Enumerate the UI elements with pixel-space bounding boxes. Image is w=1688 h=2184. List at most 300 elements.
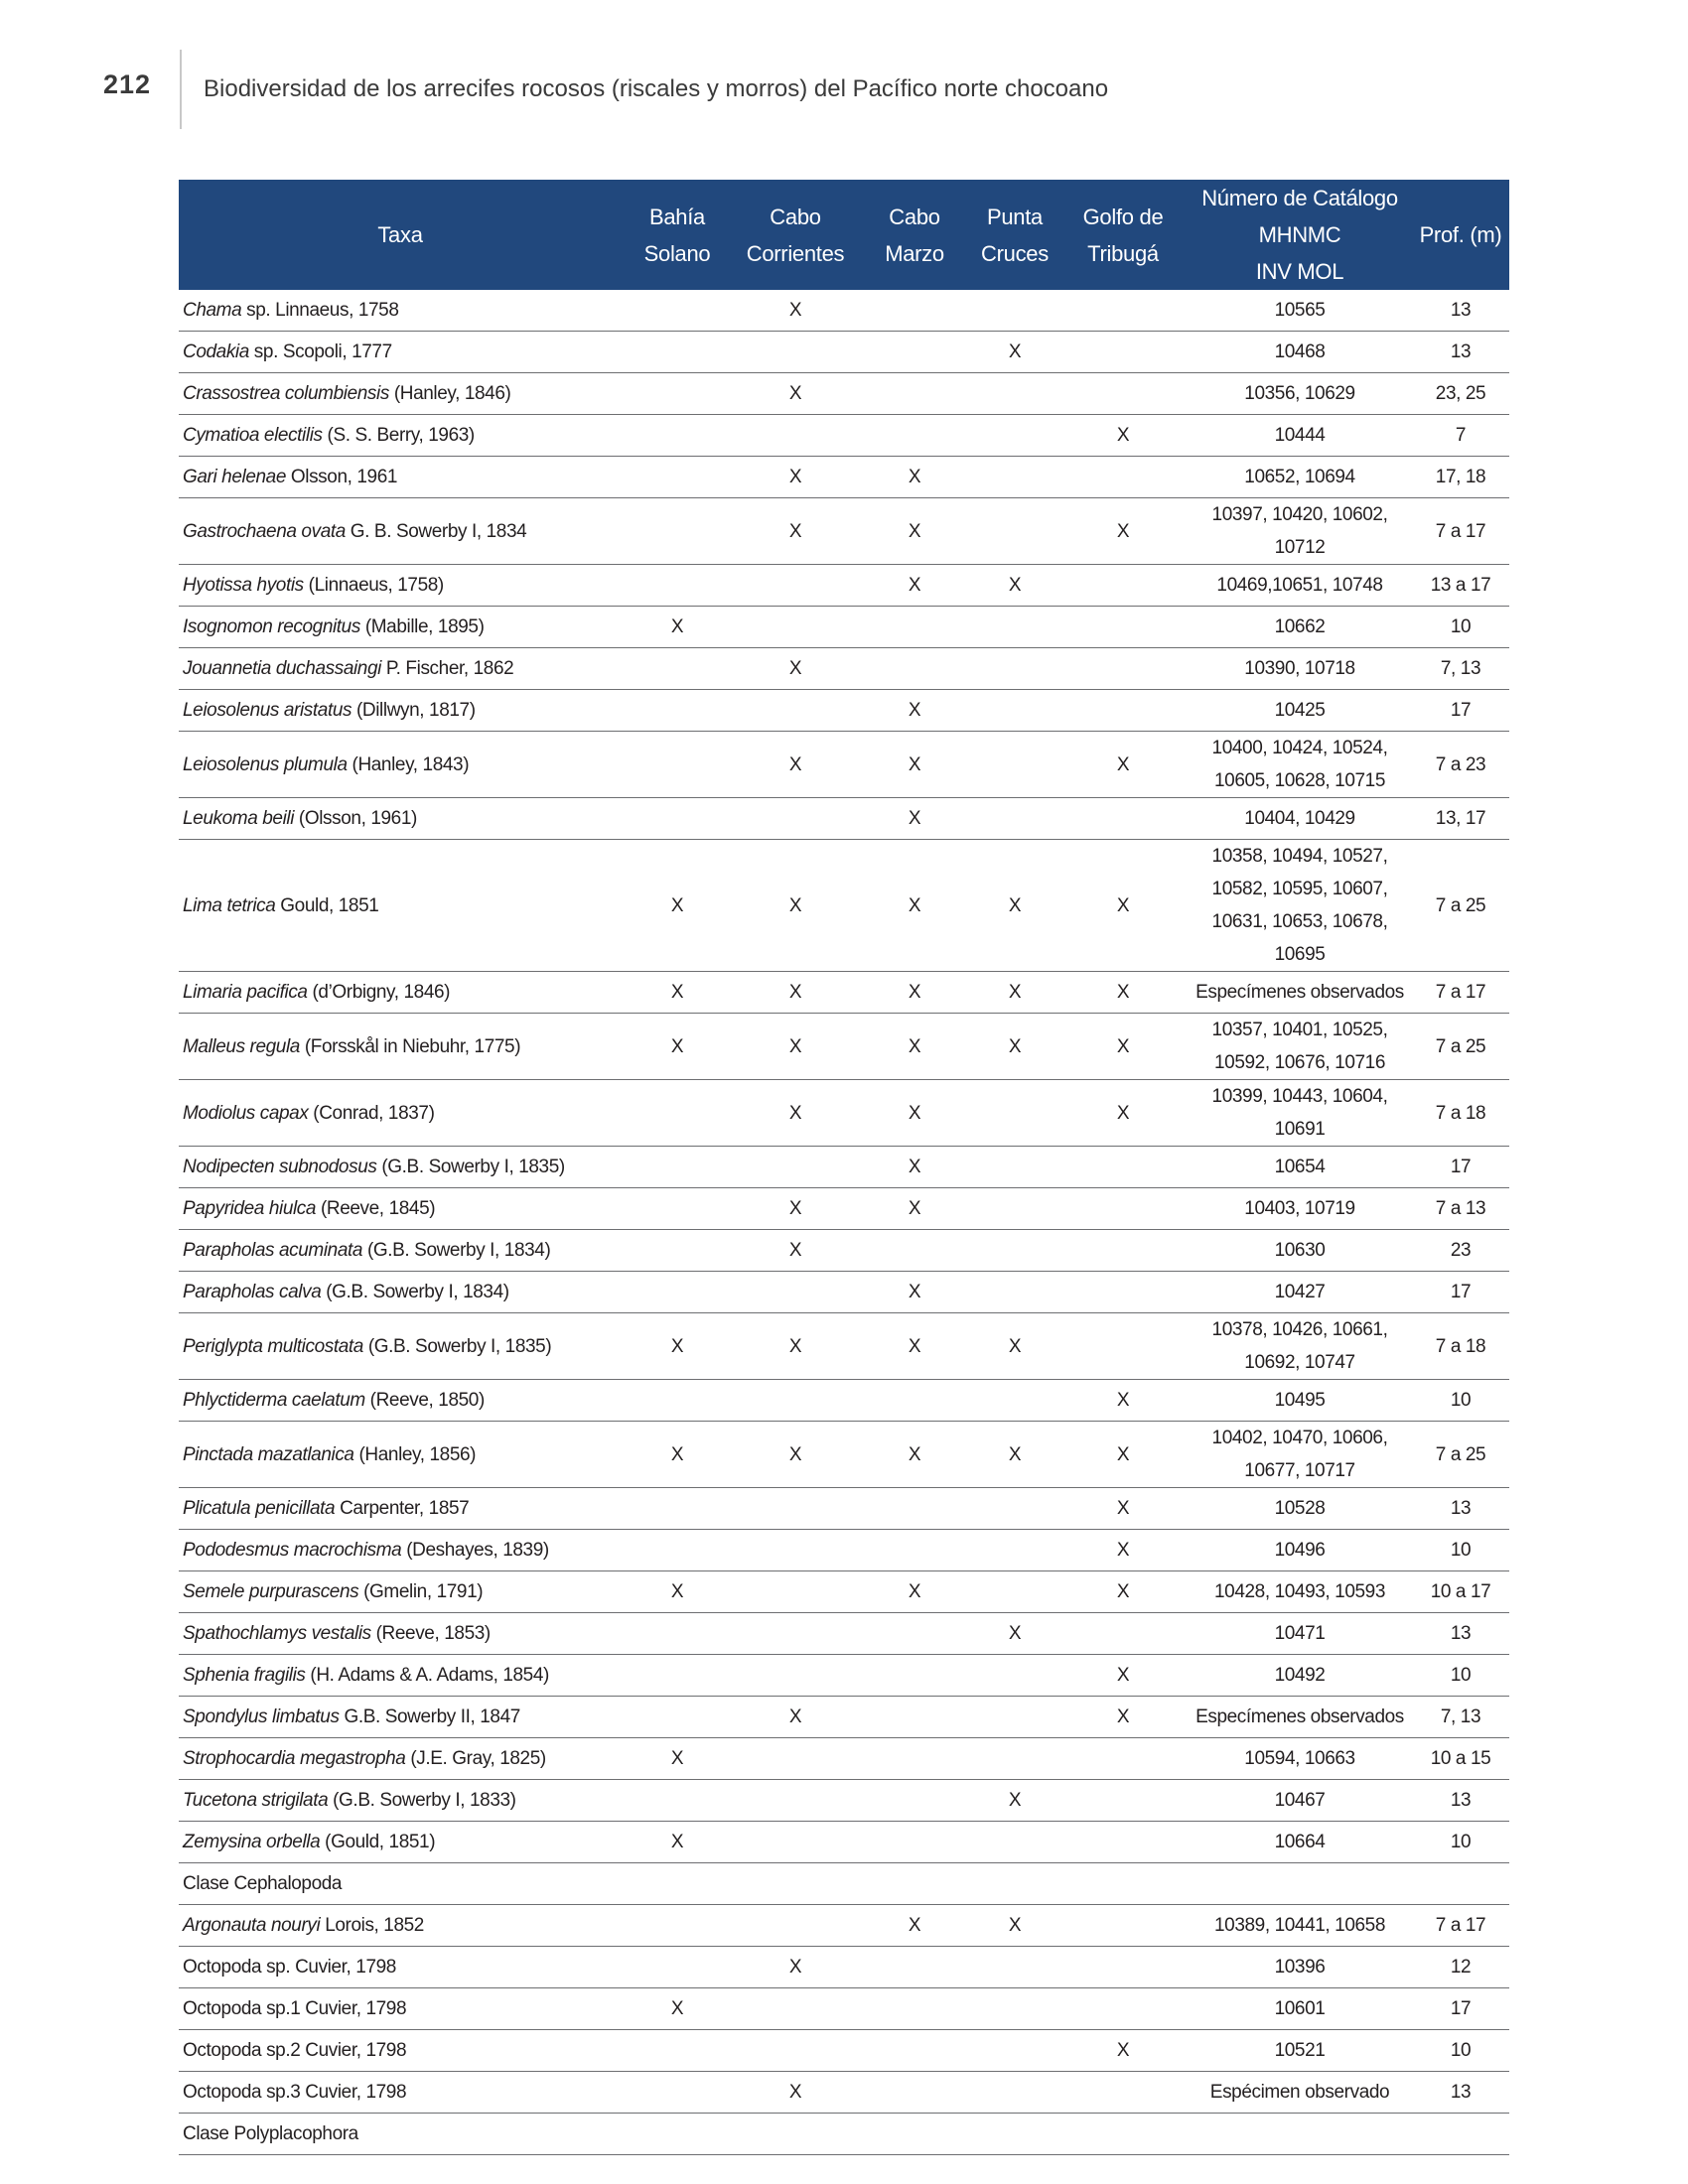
table-row xyxy=(179,1272,1509,1313)
punta_cruces-cell xyxy=(971,1947,1058,1988)
cabo_marzo-cell xyxy=(858,1530,971,1571)
golfo-cell xyxy=(1058,2072,1188,2114)
golfo-cell xyxy=(1058,565,1188,607)
taxon-name: Modiolus capax xyxy=(183,1102,309,1124)
catalogo-cell: 10495 xyxy=(1188,1380,1412,1422)
table-row xyxy=(179,1147,1509,1188)
table-row xyxy=(179,1613,1509,1655)
catalogo-cell: 10390, 10718 xyxy=(1188,648,1412,690)
punta_cruces-cell xyxy=(971,1147,1058,1188)
punta_cruces-cell xyxy=(971,732,1058,798)
catalogo-cell: 10444 xyxy=(1188,415,1412,457)
taxon-cell xyxy=(179,1822,622,1863)
taxon-name: Jouannetia duchassaingi xyxy=(183,658,381,679)
taxon-cell xyxy=(179,690,622,732)
taxon-author: (Reeve, 1850) xyxy=(364,1390,485,1411)
taxon-cell xyxy=(179,1738,622,1780)
taxon-author: P. Fischer, 1862 xyxy=(380,658,514,679)
taxon-author: sp. Linnaeus, 1758 xyxy=(241,300,399,321)
taxon-author: (G.B. Sowerby I, 1835) xyxy=(362,1335,552,1357)
golfo-cell: X xyxy=(1058,732,1188,798)
taxon-cell xyxy=(179,373,622,415)
taxon-name: Papyridea hiulca xyxy=(183,1198,317,1219)
cabo_corrientes-cell: X xyxy=(733,972,858,1014)
bahia-cell: X xyxy=(622,1738,733,1780)
taxon-author: (Mabille, 1895) xyxy=(359,616,485,637)
catalogo-cell: 10389, 10441, 10658 xyxy=(1188,1905,1412,1947)
table-row xyxy=(179,732,1509,798)
prof-cell: 10 xyxy=(1412,1822,1509,1863)
punta_cruces-cell xyxy=(971,415,1058,457)
cabo_corrientes-cell: X xyxy=(733,498,858,565)
taxon-name: Spondylus limbatus xyxy=(183,1706,340,1727)
punta_cruces-cell: X xyxy=(971,332,1058,373)
cabo_marzo-cell xyxy=(858,1488,971,1530)
prof-cell: 10 xyxy=(1412,1380,1509,1422)
cabo_corrientes-cell: X xyxy=(733,1230,858,1272)
taxon-name: Argonauta nouryi xyxy=(183,1915,321,1936)
taxon-author: G. B. Sowerby I, 1834 xyxy=(345,520,527,542)
taxon-cell xyxy=(179,1697,622,1738)
cabo_corrientes-cell xyxy=(733,1822,858,1863)
catalogo-cell: 10399, 10443, 10604, 10691 xyxy=(1188,1080,1412,1147)
taxon-name: Leukoma beili xyxy=(183,808,295,829)
taxon-author: (Deshayes, 1839) xyxy=(401,1540,549,1561)
taxon-cell xyxy=(179,1947,622,1988)
taxon-author: (Linnaeus, 1758) xyxy=(303,575,444,596)
cabo_corrientes-cell xyxy=(733,607,858,648)
taxon-author: (J.E. Gray, 1825) xyxy=(405,1748,546,1769)
catalogo-cell: 10594, 10663 xyxy=(1188,1738,1412,1780)
bahia-cell xyxy=(622,2030,733,2072)
cabo_marzo-cell: X xyxy=(858,798,971,840)
catalogo-cell: 10496 xyxy=(1188,1530,1412,1571)
table-row xyxy=(179,2072,1509,2114)
bahia-cell xyxy=(622,415,733,457)
taxon-cell xyxy=(179,972,622,1014)
punta_cruces-cell xyxy=(971,1988,1058,2030)
cabo_corrientes-cell xyxy=(733,1780,858,1822)
golfo-cell xyxy=(1058,1147,1188,1188)
prof-cell: 13 xyxy=(1412,1780,1509,1822)
taxon-author: (G.B. Sowerby I, 1834) xyxy=(321,1282,509,1302)
running-title: Biodiversidad de los arrecifes rocosos (riscales y morros) del Pacífico norte chocoano xyxy=(204,75,1109,102)
prof-cell: 7 xyxy=(1412,415,1509,457)
golfo-cell xyxy=(1058,607,1188,648)
table-row xyxy=(179,1530,1509,1571)
cabo_marzo-cell: X xyxy=(858,972,971,1014)
taxon-author: G.B. Sowerby II, 1847 xyxy=(339,1706,520,1727)
taxon-cell xyxy=(179,1313,622,1380)
cabo_marzo-cell xyxy=(858,1988,971,2030)
catalogo-cell: 10358, 10494, 10527, 10582, 10595, 10607, 10631, 10653, 10678, 10695 xyxy=(1188,840,1412,972)
taxon-name: Spathochlamys vestalis xyxy=(183,1623,371,1644)
taxon-name: Limaria pacifica xyxy=(183,982,308,1003)
prof-cell: 17 xyxy=(1412,1147,1509,1188)
taxon-cell xyxy=(179,1905,622,1947)
cabo_corrientes-cell: X xyxy=(733,2072,858,2114)
taxon-name: Hyotissa hyotis xyxy=(183,575,304,596)
catalogo-cell: 10397, 10420, 10602, 10712 xyxy=(1188,498,1412,565)
golfo-cell xyxy=(1058,1947,1188,1988)
cabo_marzo-cell: X xyxy=(858,732,971,798)
cabo_corrientes-cell: X xyxy=(733,1188,858,1230)
catalogo-cell: 10528 xyxy=(1188,1488,1412,1530)
bahia-cell: X xyxy=(622,1571,733,1613)
cabo_corrientes-cell: X xyxy=(733,840,858,972)
cabo_marzo-cell: X xyxy=(858,1080,971,1147)
taxon-author: (H. Adams & A. Adams, 1854) xyxy=(305,1665,549,1686)
taxon-cell xyxy=(179,1230,622,1272)
punta_cruces-cell xyxy=(971,1530,1058,1571)
taxon-name: Codakia xyxy=(183,341,249,362)
catalogo-cell: 10400, 10424, 10524, 10605, 10628, 10715 xyxy=(1188,732,1412,798)
cabo_marzo-cell xyxy=(858,648,971,690)
prof-cell: 13 xyxy=(1412,290,1509,332)
golfo-cell xyxy=(1058,798,1188,840)
punta_cruces-cell xyxy=(971,2072,1058,2114)
prof-cell: 10 xyxy=(1412,607,1509,648)
table-row xyxy=(179,840,1509,972)
bahia-cell: X xyxy=(622,1988,733,2030)
prof-cell: 7 a 23 xyxy=(1412,732,1509,798)
prof-cell: 7 a 25 xyxy=(1412,1014,1509,1080)
prof-cell: 7 a 13 xyxy=(1412,1188,1509,1230)
punta_cruces-cell xyxy=(971,1080,1058,1147)
prof-cell xyxy=(1412,1863,1509,1905)
catalogo-cell: 10356, 10629 xyxy=(1188,373,1412,415)
taxon-author: sp. Scopoli, 1777 xyxy=(248,341,392,362)
punta_cruces-cell xyxy=(971,798,1058,840)
punta_cruces-cell xyxy=(971,457,1058,498)
bahia-cell xyxy=(622,1188,733,1230)
golfo-cell: X xyxy=(1058,1422,1188,1488)
taxon-name: Lima tetrica xyxy=(183,894,276,916)
taxon-cell xyxy=(179,1080,622,1147)
cabo_corrientes-cell: X xyxy=(733,1313,858,1380)
cabo_marzo-cell xyxy=(858,1380,971,1422)
golfo-cell xyxy=(1058,1188,1188,1230)
taxon-name: Pododesmus macrochisma xyxy=(183,1540,402,1561)
bahia-cell xyxy=(622,1613,733,1655)
taxon-cell xyxy=(179,1571,622,1613)
table-row xyxy=(179,1863,1509,1905)
catalogo-cell: Especímenes observados xyxy=(1188,972,1412,1014)
punta_cruces-cell xyxy=(971,607,1058,648)
prof-cell: 7 a 17 xyxy=(1412,498,1509,565)
taxon-cell xyxy=(179,648,622,690)
bahia-cell xyxy=(622,1947,733,1988)
punta_cruces-cell xyxy=(971,290,1058,332)
cabo_corrientes-cell xyxy=(733,1655,858,1697)
golfo-cell: X xyxy=(1058,1488,1188,1530)
taxon-name: Gastrochaena ovata xyxy=(183,520,346,542)
table-row xyxy=(179,565,1509,607)
table-row xyxy=(179,1905,1509,1947)
cabo_corrientes-cell: X xyxy=(733,1014,858,1080)
cabo_corrientes-cell xyxy=(733,1530,858,1571)
taxon-cell xyxy=(179,2030,622,2072)
cabo_corrientes-cell: X xyxy=(733,457,858,498)
prof-cell: 13 xyxy=(1412,2072,1509,2114)
catalogo-cell: Espécimen observado xyxy=(1188,2072,1412,2114)
punta_cruces-cell: X xyxy=(971,1014,1058,1080)
cabo_marzo-cell: X xyxy=(858,1905,971,1947)
taxon-name: Parapholas acuminata xyxy=(183,1240,363,1261)
catalogo-cell: 10378, 10426, 10661, 10692, 10747 xyxy=(1188,1313,1412,1380)
page-header xyxy=(0,0,1688,139)
bahia-cell xyxy=(622,1655,733,1697)
punta_cruces-cell xyxy=(971,1571,1058,1613)
golfo-cell xyxy=(1058,1905,1188,1947)
cabo_marzo-cell xyxy=(858,1947,971,1988)
taxon-name: Sphenia fragilis xyxy=(183,1665,306,1686)
cabo_marzo-cell xyxy=(858,2114,971,2155)
punta_cruces-cell xyxy=(971,2030,1058,2072)
prof-cell: 13 xyxy=(1412,1488,1509,1530)
cabo_corrientes-cell xyxy=(733,1988,858,2030)
cabo_corrientes-cell xyxy=(733,1863,858,1905)
cabo_marzo-cell xyxy=(858,607,971,648)
punta_cruces-cell xyxy=(971,648,1058,690)
taxon-cell xyxy=(179,457,622,498)
header-profundidad: Prof. (m) xyxy=(1412,180,1509,290)
bahia-cell: X xyxy=(622,1422,733,1488)
catalogo-cell: 10652, 10694 xyxy=(1188,457,1412,498)
taxon-cell xyxy=(179,1147,622,1188)
prof-cell: 17 xyxy=(1412,690,1509,732)
table-row xyxy=(179,290,1509,332)
taxon-cell xyxy=(179,1380,622,1422)
golfo-cell: X xyxy=(1058,1530,1188,1571)
catalogo-cell: 10565 xyxy=(1188,290,1412,332)
taxon-cell xyxy=(179,565,622,607)
taxon-author: Gould, 1851 xyxy=(275,894,379,916)
prof-cell xyxy=(1412,2114,1509,2155)
table-row xyxy=(179,1313,1509,1380)
header-bahia-solano: Bahía Solano xyxy=(622,180,733,290)
bahia-cell xyxy=(622,1530,733,1571)
punta_cruces-cell: X xyxy=(971,972,1058,1014)
cabo_marzo-cell: X xyxy=(858,565,971,607)
taxon-cell xyxy=(179,1530,622,1571)
cabo_corrientes-cell xyxy=(733,1905,858,1947)
taxon-author: (G.B. Sowerby I, 1833) xyxy=(328,1790,516,1811)
taxon-name: Semele purpurascens xyxy=(183,1581,359,1602)
taxon-name: Tucetona strigilata xyxy=(183,1790,329,1811)
prof-cell: 13 a 17 xyxy=(1412,565,1509,607)
prof-cell: 23 xyxy=(1412,1230,1509,1272)
prof-cell: 7 a 17 xyxy=(1412,972,1509,1014)
cabo_marzo-cell: X xyxy=(858,690,971,732)
table-row xyxy=(179,1655,1509,1697)
taxon-author: (Olsson, 1961) xyxy=(294,808,417,829)
cabo_corrientes-cell xyxy=(733,1738,858,1780)
table-row xyxy=(179,1988,1509,2030)
catalogo-cell: 10662 xyxy=(1188,607,1412,648)
taxon-name: Malleus regula xyxy=(183,1035,300,1057)
catalogo-cell: 10427 xyxy=(1188,1272,1412,1313)
taxon-author: Clase Cephalopoda xyxy=(183,1873,343,1894)
taxon-name: Periglypta multicostata xyxy=(183,1335,363,1357)
catalogo-cell: 10402, 10470, 10606, 10677, 10717 xyxy=(1188,1422,1412,1488)
table-row xyxy=(179,1738,1509,1780)
bahia-cell xyxy=(622,565,733,607)
taxon-cell xyxy=(179,290,622,332)
golfo-cell: X xyxy=(1058,1571,1188,1613)
golfo-cell xyxy=(1058,332,1188,373)
catalogo-cell: 10492 xyxy=(1188,1655,1412,1697)
golfo-cell xyxy=(1058,1313,1188,1380)
cabo_marzo-cell xyxy=(858,1697,971,1738)
bahia-cell xyxy=(622,2114,733,2155)
punta_cruces-cell xyxy=(971,690,1058,732)
bahia-cell xyxy=(622,498,733,565)
taxon-cell xyxy=(179,840,622,972)
punta_cruces-cell: X xyxy=(971,840,1058,972)
catalogo-cell: Especímenes observados xyxy=(1188,1697,1412,1738)
header-punta-cruces: Punta Cruces xyxy=(971,180,1058,290)
table-header-row xyxy=(179,180,1509,290)
punta_cruces-cell: X xyxy=(971,1422,1058,1488)
golfo-cell: X xyxy=(1058,498,1188,565)
cabo_corrientes-cell: X xyxy=(733,373,858,415)
catalogo-cell: 10664 xyxy=(1188,1822,1412,1863)
taxon-cell xyxy=(179,498,622,565)
bahia-cell xyxy=(622,732,733,798)
prof-cell: 7 a 18 xyxy=(1412,1313,1509,1380)
table-row xyxy=(179,1014,1509,1080)
cabo_marzo-cell: X xyxy=(858,1188,971,1230)
prof-cell: 17 xyxy=(1412,1272,1509,1313)
cabo_corrientes-cell xyxy=(733,1272,858,1313)
taxon-cell xyxy=(179,1613,622,1655)
taxon-author: (G.B. Sowerby I, 1834) xyxy=(362,1240,551,1261)
catalogo-cell: 10521 xyxy=(1188,2030,1412,2072)
taxon-cell xyxy=(179,1488,622,1530)
bahia-cell xyxy=(622,648,733,690)
bahia-cell xyxy=(622,2072,733,2114)
cabo_corrientes-cell xyxy=(733,1571,858,1613)
cabo_marzo-cell: X xyxy=(858,1422,971,1488)
header-cabo-corrientes: Cabo Corrientes xyxy=(733,180,858,290)
bahia-cell: X xyxy=(622,840,733,972)
cabo_marzo-cell xyxy=(858,1738,971,1780)
cabo_marzo-cell: X xyxy=(858,1147,971,1188)
cabo_corrientes-cell xyxy=(733,798,858,840)
prof-cell: 10 xyxy=(1412,1655,1509,1697)
taxon-author: Olsson, 1961 xyxy=(286,467,398,487)
taxon-cell xyxy=(179,732,622,798)
golfo-cell: X xyxy=(1058,840,1188,972)
table-row xyxy=(179,457,1509,498)
catalogo-cell: 10654 xyxy=(1188,1147,1412,1188)
table-row xyxy=(179,1488,1509,1530)
taxon-cell xyxy=(179,1780,622,1822)
cabo_corrientes-cell xyxy=(733,1147,858,1188)
taxon-author: (S. S. Berry, 1963) xyxy=(322,425,475,446)
punta_cruces-cell xyxy=(971,498,1058,565)
punta_cruces-cell xyxy=(971,1863,1058,1905)
bahia-cell xyxy=(622,1080,733,1147)
taxon-author: (Conrad, 1837) xyxy=(308,1102,435,1124)
table-row xyxy=(179,1947,1509,1988)
prof-cell: 10 a 15 xyxy=(1412,1738,1509,1780)
punta_cruces-cell xyxy=(971,1272,1058,1313)
table-row xyxy=(179,1571,1509,1613)
prof-cell: 7, 13 xyxy=(1412,1697,1509,1738)
species-table xyxy=(179,180,1509,2155)
cabo_marzo-cell xyxy=(858,332,971,373)
prof-cell: 12 xyxy=(1412,1947,1509,1988)
golfo-cell xyxy=(1058,690,1188,732)
prof-cell: 10 a 17 xyxy=(1412,1571,1509,1613)
bahia-cell: X xyxy=(622,1014,733,1080)
cabo_marzo-cell xyxy=(858,2030,971,2072)
taxon-cell xyxy=(179,1422,622,1488)
table-row xyxy=(179,1780,1509,1822)
table-row xyxy=(179,648,1509,690)
table-row xyxy=(179,607,1509,648)
prof-cell: 17 xyxy=(1412,1988,1509,2030)
catalogo-cell xyxy=(1188,2114,1412,2155)
header-golfo-tribuga: Golfo de Tribugá xyxy=(1058,180,1188,290)
golfo-cell xyxy=(1058,1272,1188,1313)
cabo_corrientes-cell: X xyxy=(733,732,858,798)
taxon-author: (G.B. Sowerby I, 1835) xyxy=(376,1157,565,1177)
catalogo-cell: 10404, 10429 xyxy=(1188,798,1412,840)
golfo-cell xyxy=(1058,1230,1188,1272)
taxon-name: Parapholas calva xyxy=(183,1282,322,1302)
table-row xyxy=(179,415,1509,457)
cabo_corrientes-cell xyxy=(733,565,858,607)
punta_cruces-cell xyxy=(971,1822,1058,1863)
header-numero-catalogo: Número de Catálogo MHNMC INV MOL xyxy=(1188,180,1412,290)
catalogo-cell xyxy=(1188,1863,1412,1905)
catalogo-cell: 10468 xyxy=(1188,332,1412,373)
catalogo-cell: 10471 xyxy=(1188,1613,1412,1655)
cabo_marzo-cell: X xyxy=(858,840,971,972)
taxon-name: Strophocardia megastropha xyxy=(183,1748,406,1769)
taxon-author: (Reeve, 1853) xyxy=(370,1623,491,1644)
prof-cell: 13, 17 xyxy=(1412,798,1509,840)
taxon-cell xyxy=(179,2072,622,2114)
catalogo-cell: 10467 xyxy=(1188,1780,1412,1822)
bahia-cell xyxy=(622,1147,733,1188)
golfo-cell xyxy=(1058,290,1188,332)
golfo-cell: X xyxy=(1058,1380,1188,1422)
punta_cruces-cell xyxy=(971,1488,1058,1530)
taxon-cell xyxy=(179,1988,622,2030)
cabo_corrientes-cell xyxy=(733,2030,858,2072)
punta_cruces-cell xyxy=(971,373,1058,415)
header-divider xyxy=(180,50,182,129)
taxon-cell xyxy=(179,332,622,373)
golfo-cell xyxy=(1058,1822,1188,1863)
bahia-cell xyxy=(622,1780,733,1822)
cabo_marzo-cell: X xyxy=(858,1313,971,1380)
bahia-cell xyxy=(622,1905,733,1947)
bahia-cell xyxy=(622,798,733,840)
table-row xyxy=(179,2030,1509,2072)
cabo_marzo-cell xyxy=(858,2072,971,2114)
cabo_corrientes-cell xyxy=(733,1613,858,1655)
taxon-name: Zemysina orbella xyxy=(183,1832,321,1852)
cabo_marzo-cell xyxy=(858,415,971,457)
bahia-cell: X xyxy=(622,972,733,1014)
taxon-name: Gari helenae xyxy=(183,467,286,487)
punta_cruces-cell xyxy=(971,1655,1058,1697)
